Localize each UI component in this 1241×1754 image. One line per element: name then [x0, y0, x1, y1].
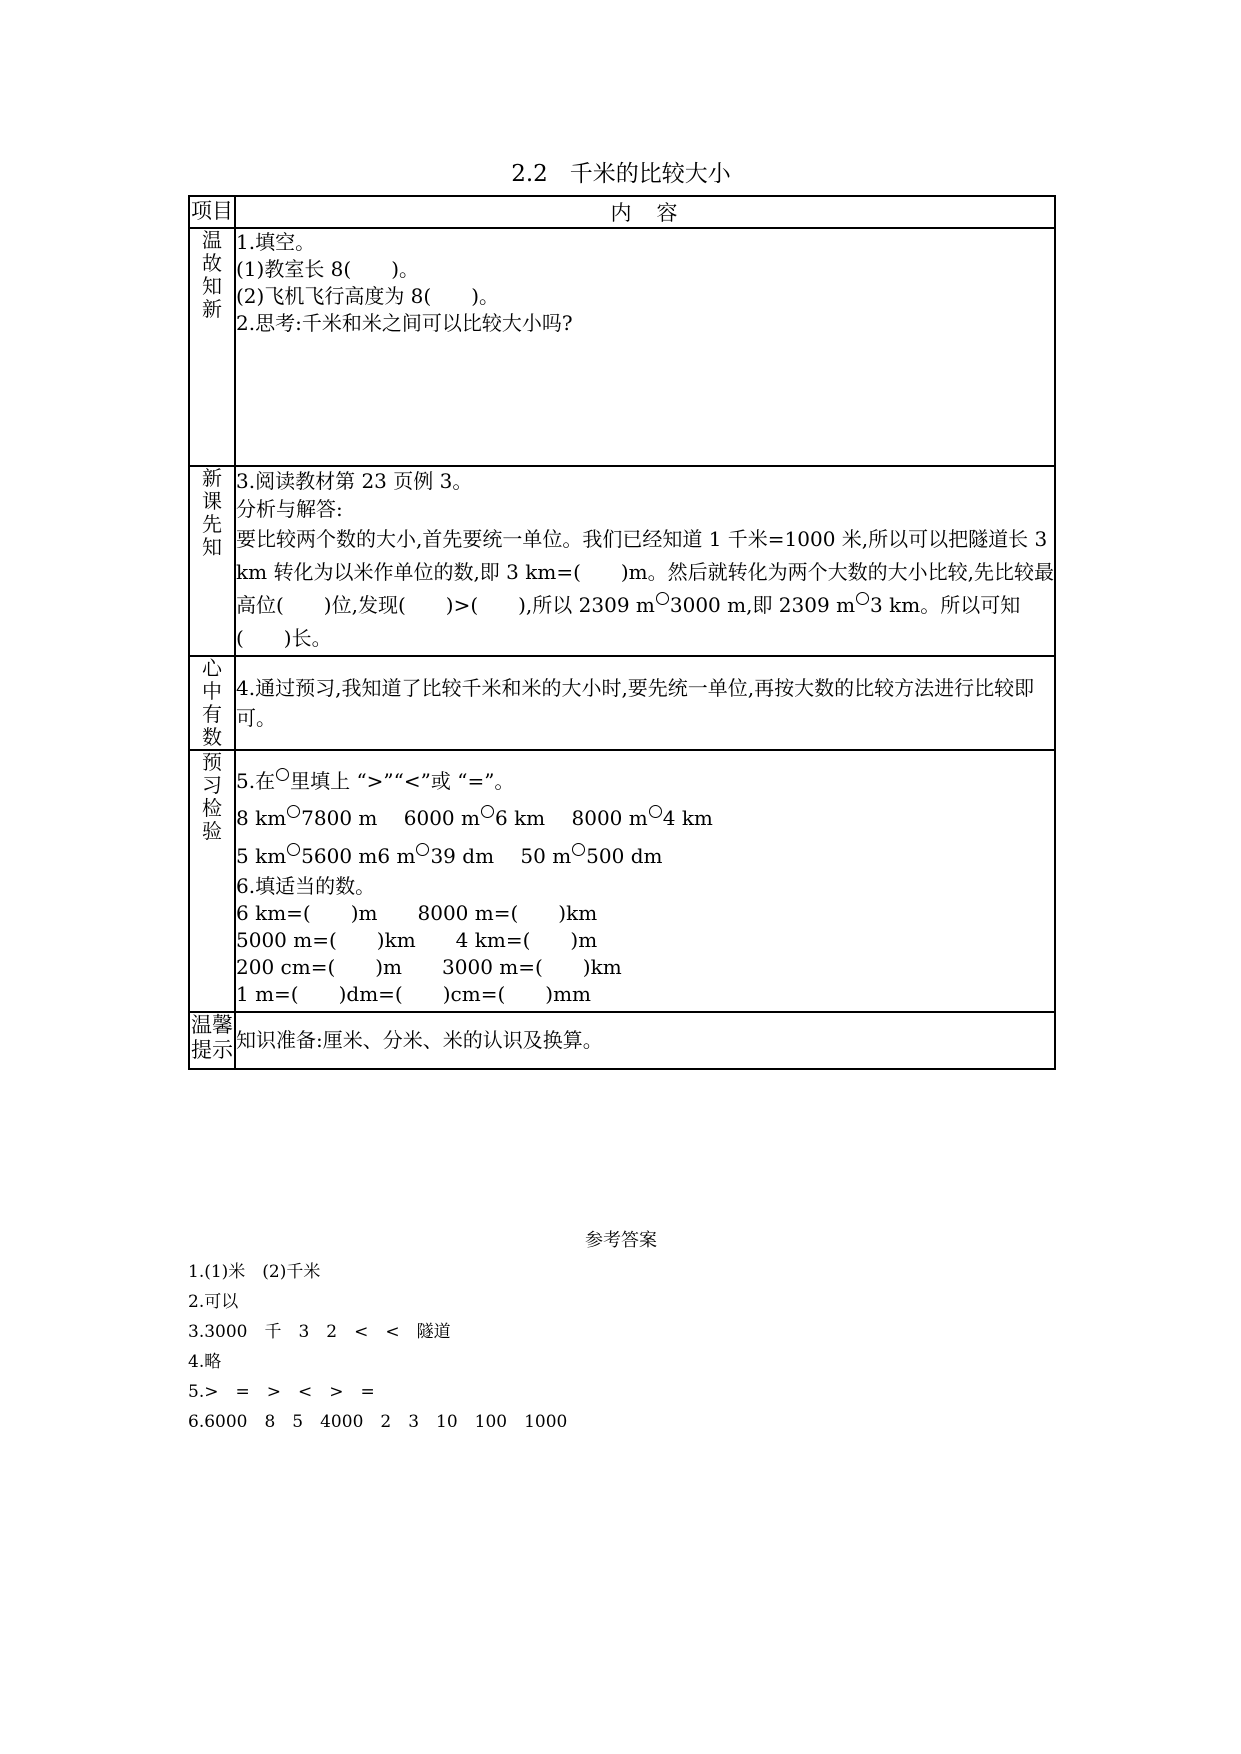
circle-blank-icon [649, 805, 662, 818]
row-content-review [235, 228, 1055, 466]
page-title [188, 158, 1054, 190]
table-row [189, 466, 1055, 656]
worksheet-table [188, 195, 1056, 1070]
text-line: 6.填适当的数。 [236, 874, 376, 898]
table-header-row [189, 196, 1055, 228]
circle-blank-icon [287, 843, 300, 856]
answer-line: 3.3000 千 3 2 < < 隧道 [188, 1322, 451, 1342]
text-paragraph: 4.通过预习,我知道了比较千米和米的大小时,要先统一单位,再按大数的比较方法进行比较即可。 [236, 676, 1035, 730]
answer-line: 1.(1)米 (2)千米 [188, 1262, 321, 1282]
table-row [189, 1012, 1055, 1069]
row-label-review: 温故知新 [189, 228, 235, 466]
answer-key-title: 参考答案 [585, 1230, 657, 1251]
circle-blank-icon [276, 768, 289, 781]
text-line: 8 km 7800 m 6000 m 6 km 8000 m 4 km [236, 806, 713, 830]
table-row [189, 228, 1055, 466]
circle-blank-icon [856, 592, 869, 605]
header-content-cell: 内 容 [235, 196, 1055, 228]
answer-line: 5.> = > < > = [188, 1382, 375, 1402]
answer-line: 2.可以 [188, 1292, 239, 1312]
answer-line: 4.略 [188, 1352, 222, 1372]
circle-blank-icon [416, 843, 429, 856]
row-label-summary: 心中有数 [189, 656, 235, 750]
section-number: 2.2 [511, 161, 548, 187]
text-line: 5 km 5600 m6 m 39 dm 50 m 500 dm [236, 844, 663, 868]
text-line: 2.思考:千米和米之间可以比较大小吗? [236, 311, 573, 335]
table-row [189, 750, 1055, 1012]
circle-blank-icon [656, 592, 669, 605]
text-line: 1 m=( )dm=( )cm=( )mm [236, 982, 591, 1006]
text-line: 200 cm=( )m 3000 m=( )km [236, 955, 622, 979]
text-line: 知识准备:厘米、分米、米的认识及换算。 [236, 1028, 603, 1052]
text-line: 分析与解答: [236, 497, 343, 521]
section-title: 千米的比较大小 [569, 161, 731, 187]
row-content-preview [235, 466, 1055, 656]
text-line: 5.在 里填上 “>”“<”或 “=”。 [236, 769, 515, 793]
row-content-check [235, 750, 1055, 1012]
table-row [189, 656, 1055, 750]
row-label-preview: 新课先知 [189, 466, 235, 656]
row-label-tip: 温馨提示 [189, 1012, 235, 1069]
text-line: (1)教室长 8( )。 [236, 257, 420, 281]
circle-blank-icon [572, 843, 585, 856]
row-content-summary [235, 656, 1055, 750]
answer-line: 6.6000 8 5 4000 2 3 10 100 1000 [188, 1412, 568, 1432]
text-line: 5000 m=( )km 4 km=( )m [236, 928, 598, 952]
header-item-cell: 项目 [189, 196, 235, 228]
text-line: (2)飞机飞行高度为 8( )。 [236, 284, 500, 308]
text-line: 6 km=( )m 8000 m=( )km [236, 901, 598, 925]
text-line: 1.填空。 [236, 230, 316, 254]
row-label-check: 预习检验 [189, 750, 235, 1012]
circle-blank-icon [481, 805, 494, 818]
text-paragraph: 要比较两个数的大小,首先要统一单位。我们已经知道 1 千米=1000 米,所以可以把隧道长 3 km 转化为以米作单位的数,即 3 km=( )m。然后就转化为两个大数的大小比较,先比较最高位( )位,发现( )>( ),所以 2309 m 3000 m,即 2309 m 3 km。所以可知( )长。 [236, 527, 1055, 650]
circle-blank-icon [287, 805, 300, 818]
answer-key [188, 1226, 1054, 1437]
text-line: 3.阅读教材第 23 页例 3。 [236, 469, 473, 493]
row-content-tip [235, 1012, 1055, 1069]
